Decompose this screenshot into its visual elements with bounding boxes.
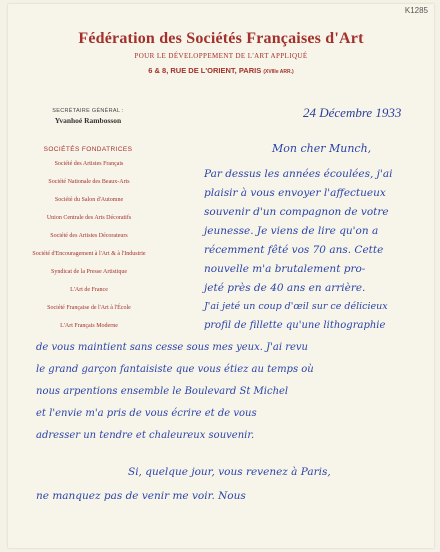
founder-item: Union Centrale des Arts Décoratifs xyxy=(46,215,132,221)
founder-item: Société des Artistes Décorateurs xyxy=(50,233,128,239)
letter-line: adresser un tendre et chaleureux souvenir. xyxy=(36,430,255,441)
letter-line: souvenir d'un compagnon de votre xyxy=(204,206,389,218)
letter-line: J'ai jeté un coup d'œil sur ce délicieux xyxy=(204,301,388,312)
letter-line: le grand garçon fantaisiste que vous étiez au temps où xyxy=(36,364,314,375)
letter-line: et l'envie m'a pris de vous écrire et de vous xyxy=(36,408,257,419)
letter-line: nouvelle m'a brutalement pro- xyxy=(204,263,366,275)
founder-item: L'Art Français Moderne xyxy=(60,323,118,329)
letter-line: jeté près de 40 ans en arrière. xyxy=(204,282,366,294)
founders-list xyxy=(26,160,152,340)
founder-item: Société des Artistes Français xyxy=(54,161,124,167)
secretary-block xyxy=(28,108,148,125)
letter-line: ne manquez pas de venir me voir. Nous xyxy=(36,490,246,502)
letter-line: récemment fêté vos 70 ans. Cette xyxy=(204,244,384,256)
founder-item: L'Art de France xyxy=(70,287,108,293)
letter-line: profil de fillette qu'une lithographie xyxy=(204,320,386,331)
founder-item: Société du Salon d'Automne xyxy=(54,197,124,203)
letterhead-subtitle: POUR LE DÉVELOPPEMENT DE L'ART APPLIQUÉ xyxy=(134,52,308,60)
address-street: 6 & 8, RUE DE L'ORIENT, PARIS xyxy=(148,66,262,75)
founder-item: Société d'Encouragement à l'Art & à l'Industrie xyxy=(32,251,146,257)
secretary-role: SECRÉTAIRE GÉNÉRAL : xyxy=(52,108,124,114)
founders-heading: SOCIÉTÉS FONDATRICES xyxy=(43,146,133,153)
address-arrondissement: (XVIIIe ARR.) xyxy=(263,69,294,75)
catalog-code: K1285 xyxy=(404,6,428,15)
letter-line: plaisir à vous envoyer l'affectueux xyxy=(204,187,386,199)
letterhead-address xyxy=(8,66,434,75)
letter-sheet xyxy=(8,4,434,548)
letter-line: de vous maintient sans cesse sous mes yeux. J'ai revu xyxy=(36,342,309,353)
letterhead-title: Fédération des Sociétés Françaises d'Art xyxy=(78,30,364,47)
founder-item: Société Française de l'Art à l'École xyxy=(47,305,131,311)
letter-line: Si, quelque jour, vous revenez à Paris, xyxy=(128,466,331,478)
letter-line: nous arpentions ensemble le Boulevard St Michel xyxy=(36,386,289,397)
founder-item: Syndicat de la Presse Artistique xyxy=(51,269,127,275)
letter-line: Par dessus les années écoulées, j'ai xyxy=(204,168,393,180)
secretary-name: Yvanhoé Rambosson xyxy=(54,116,122,125)
letter-date: 24 Décembre 1933 xyxy=(303,105,402,120)
founder-item: Société Nationale des Beaux-Arts xyxy=(48,179,130,185)
letter-salutation: Mon cher Munch, xyxy=(272,142,372,155)
letter-line: jeunesse. Je viens de lire qu'on a xyxy=(204,225,379,237)
